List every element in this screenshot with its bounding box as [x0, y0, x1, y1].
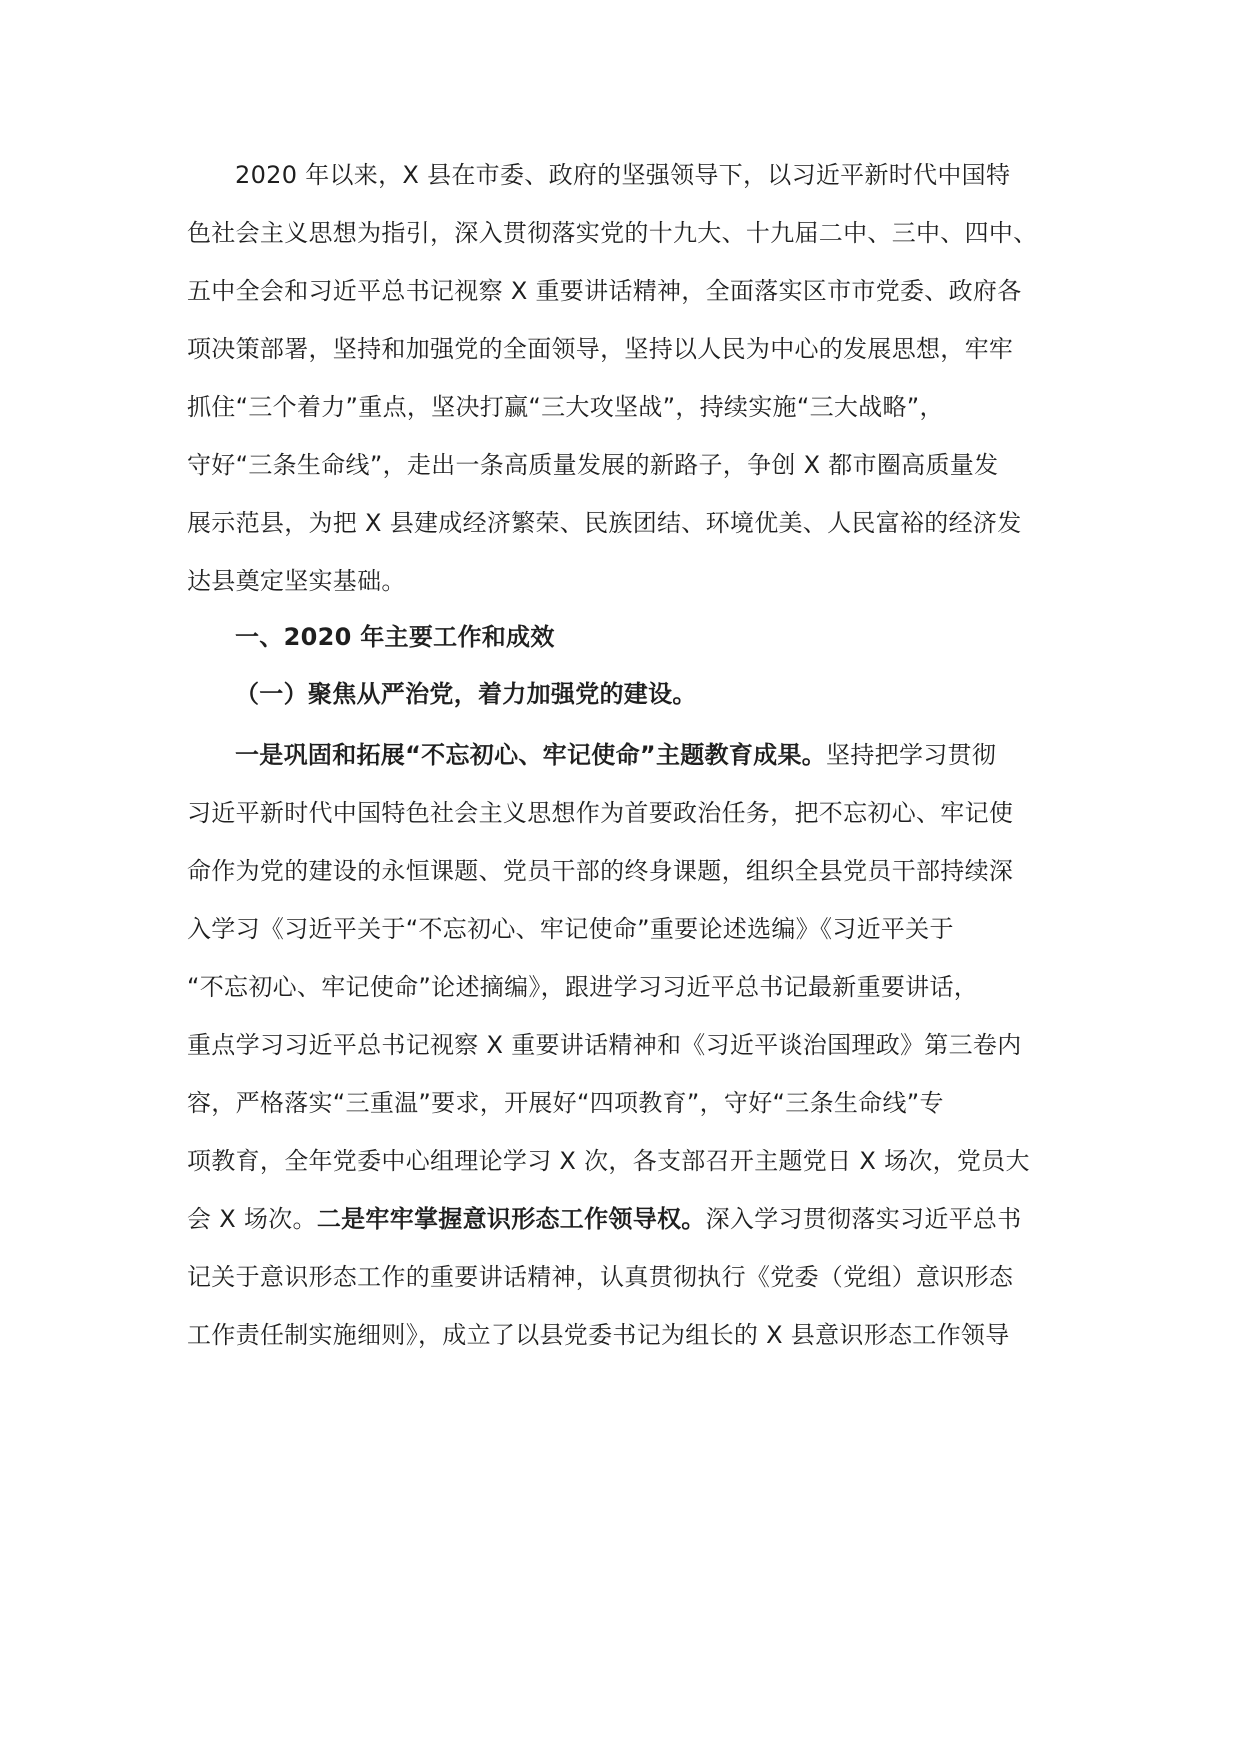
para2-line-7: 容，严格落实“三重温”要求，开展好“四项教育”，守好“三条生命线”专: [187, 1089, 944, 1117]
para2-line-10: 记关于意识形态工作的重要讲话精神，认真贯彻执行《党委（党组）意识形态: [187, 1263, 1014, 1291]
intro-line-5: 抓住“三个着力”重点，坚决打赢“三大攻坚战”，持续实施“三大战略”，: [187, 393, 944, 421]
subsection-heading: （一）聚焦从严治党，着力加强党的建设。: [235, 680, 697, 708]
para2-line-3: 命作为党的建设的永恒课题、党员干部的终身课题，组织全县党员干部持续深: [187, 857, 1014, 885]
para2-line-1-text: 坚持把学习贯彻: [826, 741, 997, 769]
intro-line-3: 五中全会和习近平总书记视察 X 重要讲话精神，全面落实区市市党委、政府各: [187, 277, 1022, 305]
section-heading: 一、2020 年主要工作和成效: [235, 623, 555, 651]
para2-line-9-start: 会 X 场次。: [187, 1205, 317, 1233]
para2-line-8: 项教育，全年党委中心组理论学习 X 次，各支部召开主题党日 X 场次，党员大: [187, 1147, 1030, 1175]
para2-line-2: 习近平新时代中国特色社会主义思想作为首要政治任务，把不忘初心、牢记使: [187, 799, 1014, 827]
para2-bold-lead-2: 二是牢牢掌握意识形态工作领导权。: [316, 1205, 706, 1233]
para2-line-6: 重点学习习近平总书记视察 X 重要讲话精神和《习近平谈治国理政》第三卷内: [187, 1031, 1022, 1059]
intro-line-4: 项决策部署，坚持和加强党的全面领导，坚持以人民为中心的发展思想，牢牢: [187, 335, 1014, 363]
para2-line-11: 工作责任制实施细则》，成立了以县党委书记为组长的 X 县意识形态工作领导: [187, 1321, 1010, 1349]
intro-line-6: 守好“三条生命线”，走出一条高质量发展的新路子，争创 X 都市圈高质量发: [187, 451, 999, 479]
intro-line-1: 2020 年以来，X 县在市委、政府的坚强领导下，以习近平新时代中国特: [235, 161, 1011, 189]
intro-line-2: 色社会主义思想为指引，深入贯彻落实党的十九大、十九届二中、三中、四中、: [187, 219, 1038, 247]
para2-bold-lead-1: 一是巩固和拓展“不忘初心、牢记使命”主题教育成果。: [235, 741, 827, 769]
para2-line-1: [235, 740, 996, 770]
para2-line-4: 入学习《习近平关于“不忘初心、牢记使命”重要论述选编》《习近平关于: [187, 915, 954, 943]
para2-line-9-rest: 深入学习贯彻落实习近平总书: [705, 1205, 1022, 1233]
para2-line-5: “不忘初心、牢记使命”论述摘编》，跟进学习习近平总书记最新重要讲话，: [187, 973, 979, 1001]
intro-line-7: 展示范县，为把 X 县建成经济繁荣、民族团结、环境优美、人民富裕的经济发: [187, 509, 1022, 537]
para2-line-9: [187, 1204, 1022, 1234]
intro-line-8: 达县奠定坚实基础。: [187, 567, 406, 595]
